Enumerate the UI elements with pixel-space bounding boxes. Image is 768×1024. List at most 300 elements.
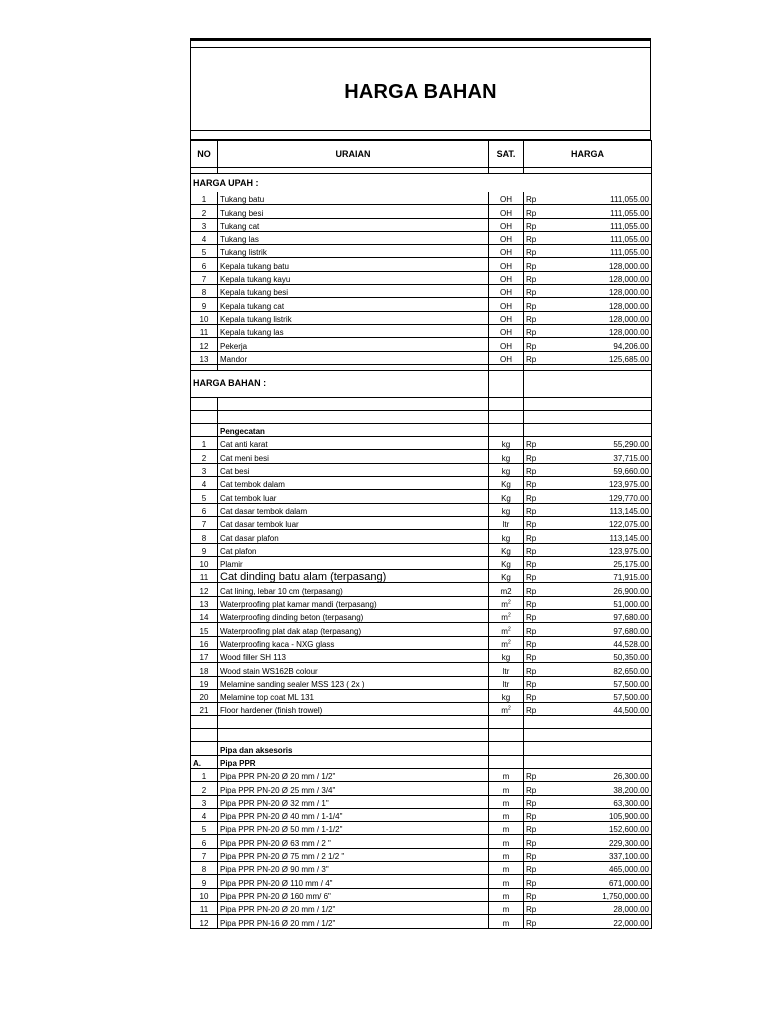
item-price: 105,900.00 <box>548 808 652 821</box>
item-unit <box>489 437 524 450</box>
unit-text: OH <box>500 208 512 218</box>
unit-text: OH <box>500 354 512 364</box>
item-description: Cat meni besi <box>218 450 489 463</box>
item-currency: Rp <box>524 570 548 583</box>
header-uraian: URAIAN <box>218 141 489 168</box>
item-unit <box>489 338 524 351</box>
item-no: 16 <box>191 636 218 649</box>
unit-text: m <box>502 865 510 875</box>
unit-text: OH <box>500 314 512 324</box>
item-no: 13 <box>191 351 218 364</box>
item-currency: Rp <box>524 231 548 244</box>
item-description: Cat dinding batu alam (terpasang) <box>218 570 489 583</box>
table-row <box>191 298 652 311</box>
item-currency: Rp <box>524 351 548 364</box>
item-unit <box>489 808 524 821</box>
item-currency: Rp <box>524 822 548 835</box>
item-currency: Rp <box>524 490 548 503</box>
item-currency: Rp <box>524 271 548 284</box>
item-no: 6 <box>191 835 218 848</box>
table-row <box>191 835 652 848</box>
item-currency: Rp <box>524 477 548 490</box>
item-price: 129,770.00 <box>548 490 652 503</box>
item-currency: Rp <box>524 503 548 516</box>
table-row <box>191 530 652 543</box>
item-unit <box>489 822 524 835</box>
item-price: 128,000.00 <box>548 311 652 324</box>
item-description: Tukang las <box>218 231 489 244</box>
table-row <box>191 901 652 914</box>
table-row <box>191 888 652 901</box>
item-currency: Rp <box>524 875 548 888</box>
table-row <box>191 676 652 689</box>
item-currency: Rp <box>524 556 548 569</box>
unit-text: m <box>501 706 508 716</box>
item-no: 19 <box>191 676 218 689</box>
item-price: 111,055.00 <box>548 231 652 244</box>
item-description: Floor hardener (finish trowel) <box>218 703 489 716</box>
item-price: 128,000.00 <box>548 258 652 271</box>
item-unit <box>489 205 524 218</box>
blank-row <box>191 397 652 410</box>
unit-text: kg <box>501 506 511 516</box>
blank-cell <box>191 410 218 423</box>
blank-row <box>191 410 652 423</box>
item-unit <box>489 285 524 298</box>
item-description: Mandor <box>218 351 489 364</box>
item-price: 1,750,000.00 <box>548 888 652 901</box>
item-no: 5 <box>191 245 218 258</box>
item-price: 113,145.00 <box>548 530 652 543</box>
item-no: 4 <box>191 808 218 821</box>
item-price: 28,000.00 <box>548 901 652 914</box>
item-currency: Rp <box>524 543 548 556</box>
item-description: Kepala tukang las <box>218 324 489 337</box>
unit-text: ltr <box>502 666 510 676</box>
item-price: 111,055.00 <box>548 245 652 258</box>
item-price: 25,175.00 <box>548 556 652 569</box>
blank-cell <box>218 410 489 423</box>
empty-cell <box>191 742 218 755</box>
item-no: 10 <box>191 311 218 324</box>
table-row <box>191 862 652 875</box>
item-currency: Rp <box>524 583 548 596</box>
table-row <box>191 245 652 258</box>
unit-text: m <box>501 600 508 610</box>
empty-cell <box>489 755 524 768</box>
item-no: 8 <box>191 285 218 298</box>
item-price: 82,650.00 <box>548 663 652 676</box>
unit-superscript: 2 <box>507 705 511 712</box>
table-row <box>191 192 652 205</box>
subsection-pipa <box>191 742 652 755</box>
item-price: 59,660.00 <box>548 463 652 476</box>
item-price: 94,206.00 <box>548 338 652 351</box>
item-unit <box>489 835 524 848</box>
table-row <box>191 583 652 596</box>
table-row <box>191 338 652 351</box>
item-description: Melamine top coat ML 131 <box>218 689 489 702</box>
empty-cell <box>191 423 218 436</box>
blank-cell <box>489 729 524 742</box>
subsection-label: Pipa PPR <box>218 755 489 768</box>
item-no: 12 <box>191 915 218 928</box>
item-currency: Rp <box>524 258 548 271</box>
table-header-row <box>191 141 652 168</box>
item-no: 14 <box>191 610 218 623</box>
subsection-no: A. <box>191 755 218 768</box>
item-description: Cat lining, lebar 10 cm (terpasang) <box>218 583 489 596</box>
unit-text: OH <box>500 221 512 231</box>
item-price: 97,680.00 <box>548 623 652 636</box>
unit-text: m <box>501 626 508 636</box>
unit-text: m <box>502 772 510 782</box>
unit-text: OH <box>500 248 512 258</box>
item-unit <box>489 915 524 928</box>
item-currency: Rp <box>524 862 548 875</box>
item-description: Cat plafon <box>218 543 489 556</box>
item-description: Pipa PPR PN-20 Ø 90 mm / 3" <box>218 862 489 875</box>
item-no: 1 <box>191 437 218 450</box>
unit-text: kg <box>501 453 511 463</box>
item-description: Wood stain WS162B colour <box>218 663 489 676</box>
unit-text: OH <box>500 235 512 245</box>
table-row <box>191 570 652 583</box>
item-price: 44,528.00 <box>548 636 652 649</box>
item-price: 57,500.00 <box>548 689 652 702</box>
item-unit <box>489 875 524 888</box>
item-price: 97,680.00 <box>548 610 652 623</box>
item-no: 1 <box>191 768 218 781</box>
table-row <box>191 463 652 476</box>
unit-text: m <box>501 639 508 649</box>
item-currency: Rp <box>524 915 548 928</box>
item-currency: Rp <box>524 324 548 337</box>
item-description: Cat tembok dalam <box>218 477 489 490</box>
unit-text: OH <box>500 275 512 285</box>
table-row <box>191 543 652 556</box>
table-row <box>191 218 652 231</box>
unit-text: m <box>502 891 510 901</box>
item-price: 57,500.00 <box>548 676 652 689</box>
item-no: 2 <box>191 450 218 463</box>
item-price: 122,075.00 <box>548 516 652 529</box>
item-unit <box>489 782 524 795</box>
item-unit <box>489 795 524 808</box>
unit-text: kg <box>501 467 511 477</box>
item-currency: Rp <box>524 663 548 676</box>
item-description: Wood filler SH 113 <box>218 649 489 662</box>
item-description: Cat dasar tembok luar <box>218 516 489 529</box>
item-unit <box>489 530 524 543</box>
item-unit <box>489 516 524 529</box>
item-price: 128,000.00 <box>548 298 652 311</box>
item-currency: Rp <box>524 795 548 808</box>
item-unit <box>489 298 524 311</box>
item-price: 128,000.00 <box>548 285 652 298</box>
item-description: Tukang batu <box>218 192 489 205</box>
item-currency: Rp <box>524 808 548 821</box>
item-no: 10 <box>191 888 218 901</box>
blank-row <box>191 716 652 729</box>
unit-superscript: 2 <box>507 639 511 646</box>
item-currency: Rp <box>524 782 548 795</box>
table-row <box>191 437 652 450</box>
item-description: Cat anti karat <box>218 437 489 450</box>
table-row <box>191 231 652 244</box>
unit-text: OH <box>500 288 512 298</box>
item-no: 5 <box>191 490 218 503</box>
table-row <box>191 477 652 490</box>
unit-text: Kg <box>501 480 511 490</box>
item-description: Pipa PPR PN-20 Ø 20 mm / 1/2" <box>218 901 489 914</box>
item-no: 9 <box>191 298 218 311</box>
item-unit <box>489 649 524 662</box>
item-description: Pipa PPR PN-16 Ø 20 mm / 1/2" <box>218 915 489 928</box>
table-row <box>191 649 652 662</box>
header-sat: SAT. <box>489 141 524 168</box>
page-title: HARGA BAHAN <box>344 81 497 103</box>
item-description: Kepala tukang kayu <box>218 271 489 284</box>
item-no: 11 <box>191 901 218 914</box>
blank-cell <box>489 410 524 423</box>
item-currency: Rp <box>524 311 548 324</box>
unit-text: OH <box>500 341 512 351</box>
item-unit <box>489 450 524 463</box>
item-currency: Rp <box>524 901 548 914</box>
subsection-label: Pengecatan <box>218 423 489 436</box>
item-currency: Rp <box>524 689 548 702</box>
blank-cell <box>218 397 489 410</box>
item-currency: Rp <box>524 610 548 623</box>
item-currency: Rp <box>524 516 548 529</box>
item-unit <box>489 663 524 676</box>
table-row <box>191 795 652 808</box>
item-price: 229,300.00 <box>548 835 652 848</box>
item-price: 44,500.00 <box>548 703 652 716</box>
table-row <box>191 808 652 821</box>
item-currency: Rp <box>524 218 548 231</box>
item-currency: Rp <box>524 888 548 901</box>
item-price: 38,200.00 <box>548 782 652 795</box>
item-price: 337,100.00 <box>548 848 652 861</box>
table-row <box>191 258 652 271</box>
empty-cell <box>489 370 524 397</box>
unit-text: kg <box>501 693 511 703</box>
item-price: 128,000.00 <box>548 271 652 284</box>
item-description: Pipa PPR PN-20 Ø 75 mm / 2 1/2 " <box>218 848 489 861</box>
item-description: Pipa PPR PN-20 Ø 32 mm / 1" <box>218 795 489 808</box>
item-currency: Rp <box>524 437 548 450</box>
item-price: 71,915.00 <box>548 570 652 583</box>
item-unit <box>489 231 524 244</box>
item-description: Waterproofing plat kamar mandi (terpasang) <box>218 596 489 609</box>
unit-text: Kg <box>501 546 511 556</box>
item-unit <box>489 556 524 569</box>
table-row <box>191 324 652 337</box>
table-row <box>191 285 652 298</box>
unit-text: OH <box>500 301 512 311</box>
item-unit <box>489 901 524 914</box>
empty-cell <box>524 755 652 768</box>
item-currency: Rp <box>524 596 548 609</box>
unit-text: Kg <box>501 560 511 570</box>
unit-text: m <box>502 905 510 915</box>
item-currency: Rp <box>524 676 548 689</box>
blank-row <box>191 729 652 742</box>
unit-text: m <box>502 798 510 808</box>
price-table <box>190 140 652 929</box>
price-sheet <box>190 38 651 929</box>
unit-text: OH <box>500 195 512 205</box>
table-row <box>191 490 652 503</box>
blank-cell <box>524 410 652 423</box>
item-unit <box>489 543 524 556</box>
item-unit <box>489 477 524 490</box>
item-price: 22,000.00 <box>548 915 652 928</box>
item-no: 1 <box>191 192 218 205</box>
item-unit <box>489 596 524 609</box>
item-price: 50,350.00 <box>548 649 652 662</box>
blank-cell <box>524 397 652 410</box>
item-price: 125,685.00 <box>548 351 652 364</box>
item-no: 3 <box>191 795 218 808</box>
item-currency: Rp <box>524 768 548 781</box>
unit-text: m2 <box>500 586 512 596</box>
table-row <box>191 271 652 284</box>
unit-text: m <box>502 785 510 795</box>
title-box <box>190 38 651 140</box>
header-no: NO <box>191 141 218 168</box>
table-row <box>191 703 652 716</box>
item-currency: Rp <box>524 530 548 543</box>
table-row <box>191 556 652 569</box>
item-unit <box>489 192 524 205</box>
table-row <box>191 848 652 861</box>
unit-text: kg <box>501 653 511 663</box>
table-row <box>191 663 652 676</box>
table-row <box>191 768 652 781</box>
item-unit <box>489 610 524 623</box>
item-no: 11 <box>191 570 218 583</box>
section-heading: HARGA UPAH : <box>191 174 652 193</box>
section-heading: HARGA BAHAN : <box>191 370 489 397</box>
item-price: 123,975.00 <box>548 543 652 556</box>
item-description: Melamine sanding sealer MSS 123 ( 2x ) <box>218 676 489 689</box>
item-price: 465,000.00 <box>548 862 652 875</box>
unit-text: OH <box>500 328 512 338</box>
item-currency: Rp <box>524 192 548 205</box>
item-unit <box>489 324 524 337</box>
item-unit <box>489 490 524 503</box>
unit-superscript: 2 <box>507 625 511 632</box>
item-no: 7 <box>191 516 218 529</box>
item-no: 13 <box>191 596 218 609</box>
item-unit <box>489 689 524 702</box>
unit-text: m <box>502 825 510 835</box>
item-description: Cat tembok luar <box>218 490 489 503</box>
unit-text: ltr <box>502 679 510 689</box>
table-row <box>191 351 652 364</box>
item-description: Pipa PPR PN-20 Ø 20 mm / 1/2" <box>218 768 489 781</box>
item-price: 671,000.00 <box>548 875 652 888</box>
empty-cell <box>489 423 524 436</box>
table-row <box>191 596 652 609</box>
unit-text: m <box>502 812 510 822</box>
table-row <box>191 875 652 888</box>
table-row <box>191 205 652 218</box>
item-unit <box>489 848 524 861</box>
subsection-pengecatan <box>191 423 652 436</box>
item-description: Pipa PPR PN-20 Ø 25 mm / 3/4" <box>218 782 489 795</box>
blank-cell <box>524 729 652 742</box>
item-description: Cat dasar plafon <box>218 530 489 543</box>
item-no: 6 <box>191 258 218 271</box>
item-description: Tukang listrik <box>218 245 489 258</box>
unit-text: Kg <box>501 573 511 583</box>
item-no: 15 <box>191 623 218 636</box>
blank-cell <box>191 716 218 729</box>
item-description: Waterproofing dinding beton (terpasang) <box>218 610 489 623</box>
item-currency: Rp <box>524 623 548 636</box>
table-row <box>191 623 652 636</box>
item-currency: Rp <box>524 703 548 716</box>
item-unit <box>489 351 524 364</box>
header-harga: HARGA <box>524 141 652 168</box>
table-row <box>191 311 652 324</box>
section-upah <box>191 174 652 193</box>
unit-text: m <box>502 838 510 848</box>
table-row <box>191 915 652 928</box>
blank-cell <box>524 716 652 729</box>
item-price: 63,300.00 <box>548 795 652 808</box>
item-no: 3 <box>191 463 218 476</box>
unit-text: kg <box>501 440 511 450</box>
item-description: Kepala tukang besi <box>218 285 489 298</box>
item-unit <box>489 768 524 781</box>
table-row <box>191 782 652 795</box>
item-currency: Rp <box>524 245 548 258</box>
item-no: 9 <box>191 875 218 888</box>
item-no: 12 <box>191 338 218 351</box>
item-no: 7 <box>191 848 218 861</box>
item-price: 26,300.00 <box>548 768 652 781</box>
item-currency: Rp <box>524 649 548 662</box>
item-no: 17 <box>191 649 218 662</box>
item-currency: Rp <box>524 835 548 848</box>
empty-cell <box>489 742 524 755</box>
item-unit <box>489 862 524 875</box>
item-no: 7 <box>191 271 218 284</box>
item-description: Cat dasar tembok dalam <box>218 503 489 516</box>
item-currency: Rp <box>524 298 548 311</box>
item-currency: Rp <box>524 848 548 861</box>
item-unit <box>489 623 524 636</box>
unit-text: OH <box>500 261 512 271</box>
unit-superscript: 2 <box>507 599 511 606</box>
item-description: Kepala tukang listrik <box>218 311 489 324</box>
item-description: Pipa PPR PN-20 Ø 63 mm / 2 " <box>218 835 489 848</box>
item-unit <box>489 258 524 271</box>
empty-cell <box>524 370 652 397</box>
item-currency: Rp <box>524 450 548 463</box>
item-no: 9 <box>191 543 218 556</box>
item-no: 11 <box>191 324 218 337</box>
item-price: 55,290.00 <box>548 437 652 450</box>
item-price: 111,055.00 <box>548 205 652 218</box>
item-currency: Rp <box>524 338 548 351</box>
unit-text: m <box>502 852 510 862</box>
